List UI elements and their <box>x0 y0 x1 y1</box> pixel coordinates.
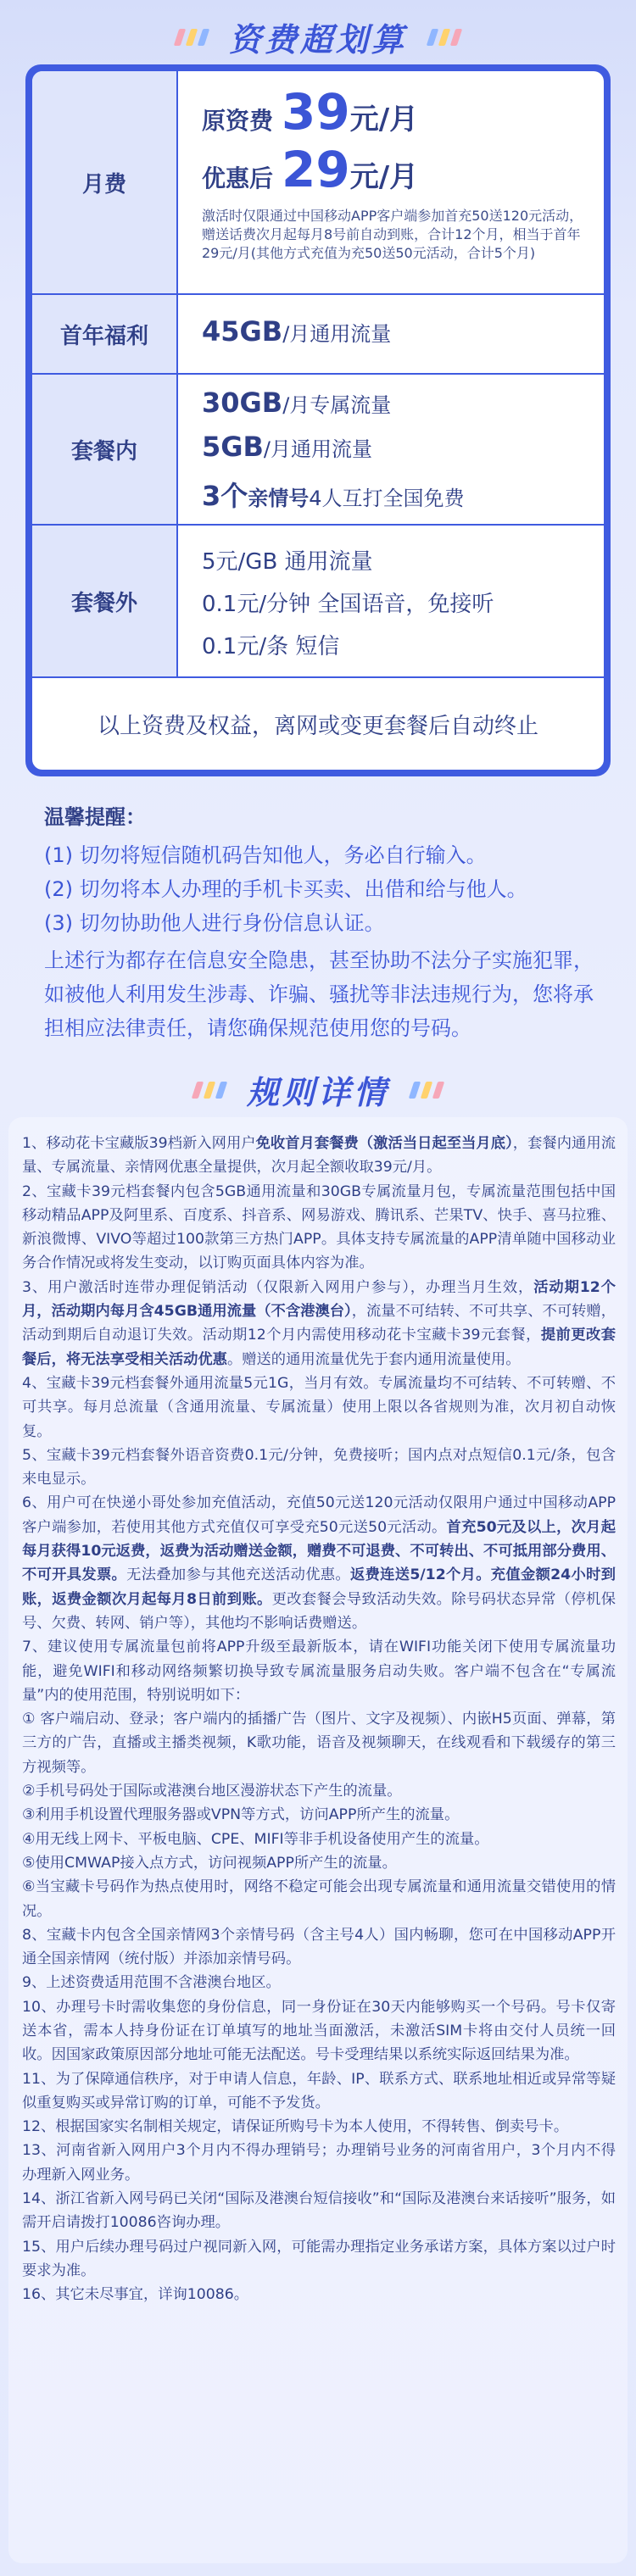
rule-5: 5、宝藏卡39元档套餐外语音资费0.1元/分钟，免费接听；国内点对点短信0.1元/条，包含来电显示。 <box>22 1446 616 1488</box>
rule-9: 9、上述资费适用范围不含港澳台地区。 <box>22 1974 281 1992</box>
row-label-monthly: 月费 <box>32 71 178 293</box>
fee-row-footer <box>32 678 604 770</box>
tips-heading: 温馨提醒： <box>44 805 146 829</box>
tips-item: (2) 切勿将本人办理的手机卡买卖、出借和给与他人。 <box>44 877 527 901</box>
rule-12: 12、根据国家实名制相关规定，请保证所购号卡为本人使用，不得转售、倒卖号卡。 <box>22 2118 569 2136</box>
rule-1: 1、移动花卡宝藏版39档新入网用户免收首月套餐费（激活当日起至当月底），套餐内通用流量、专属流量、亲情网优惠全量提供，次月起全额收取39元/月。 <box>22 1135 616 1177</box>
rule-11: 11、为了保障通信秩序，对于申请人信息，年龄、IP、联系方式、联系地址相近或异常等疑似重复购买或异常订购的订单，可能不予发货。 <box>22 2070 616 2111</box>
original-price: 原资费 39 元/月 <box>202 83 419 141</box>
included-dedicated-data: 30GB/月专属流量 <box>202 387 392 419</box>
title-decoration-left <box>194 1082 225 1099</box>
tips-item: (1) 切勿将短信随机码告知他人，务必自行输入。 <box>44 843 487 867</box>
rule-14: 14、浙江省新入网号码已关闭“国际及港澳台短信接收”和“国际及港澳台来话接听”服务，如需开启请拨打10086咨询办理。 <box>22 2190 616 2232</box>
extra-data-price: 5元/GB 通用流量 <box>202 549 373 575</box>
rule-7-item: ④用无线上网卡、平板电脑、CPE、MIFI等非手机设备使用产生的流量。 <box>22 1830 489 1848</box>
rule-16: 16、其它未尽事宜，详询10086。 <box>22 2286 249 2304</box>
rule-7-item: ① 客户端启动、登录；客户端内的插播广告（图片、文字及视频）、内嵌H5页面、弹幕，第三方的广告，直播或主播类视频，K歌功能，语音及视频聊天，在线观看和下载缓存的第三方视频等。 <box>22 1711 616 1776</box>
fee-title-text: 资费超划算 <box>228 21 407 58</box>
warm-tips <box>44 800 595 1045</box>
rule-8: 8、宝藏卡内包含全国亲情网3个亲情号码（含主号4人）国内畅聊，您可在中国移动APP开通全国亲情网（统付版）并添加亲情号码。 <box>22 1926 616 1968</box>
rules-list <box>22 1132 616 2307</box>
fee-row-first-year <box>32 295 604 373</box>
rule-7-item: ②手机号码处于国际或港澳台地区漫游状态下产生的流量。 <box>22 1783 402 1800</box>
fee-row-monthly <box>32 71 604 293</box>
rule-3: 3、用户激活时连带办理促销活动（仅限新入网用户参与），办理当月生效，活动期12个月，活动期内每月含45GB通用流量（不含港澳台），流量不可结转、不可共享、不可转赠，活动到期后自动退订失效。活动期12个月内需使用移动花卡宝藏卡39元套餐，提前更改套餐后，将无法享受相关活动优惠。赠送的通用流量优先于套内通用流量使用。 <box>22 1278 616 1368</box>
rule-15: 15、用户后续办理号码过户视同新入网，可能需办理指定业务承诺方案，具体方案以过户时要求为准。 <box>22 2238 616 2279</box>
extra-voice-price: 0.1元/分钟 全国语音，免接听 <box>202 592 494 617</box>
rule-7-item: ⑥当宝藏卡号码作为热点使用时，网络不稳定可能会出现专属流量和通用流量交错使用的情况。 <box>22 1878 616 1920</box>
row-label-first-year: 首年福利 <box>32 295 178 373</box>
rules-title-text: 规则详情 <box>246 1074 389 1111</box>
included-family-numbers: 3个亲情号4人互打全国免费 <box>202 480 465 512</box>
extra-sms-price: 0.1元/条 短信 <box>202 634 340 659</box>
row-label-extra: 套餐外 <box>32 526 178 676</box>
rule-7: 7、建议使用专属流量包前将APP升级至最新版本，请在WIFI功能关闭下使用专属流量功能，避免WIFI和移动网络频繁切换导致专属流量服务启动失败。客户端不包含在“专属流量”内的使用范围，特别说明如下： <box>22 1639 616 1704</box>
fee-row-included <box>32 375 604 524</box>
rule-10: 10、办理号卡时需收集您的身份信息，同一身份证在30天内能够购买一个号码。号卡仅寄送本省，需本人持身份证在订单填写的地址当面激活，未激活SIM卡将由交付人员统一回收。因国家政策原因部分地址可能无法配送。号卡受理结果以系统实际返回结果为准。 <box>22 1998 616 2064</box>
fee-row-extra <box>32 526 604 676</box>
fee-footer-note: 以上资费及权益，离网或变更套餐后自动终止 <box>97 713 538 739</box>
rule-7-item: ⑤使用CMWAP接入点方式，访问视频APP所产生的流量。 <box>22 1854 397 1872</box>
fee-table <box>25 64 611 776</box>
row-label-included: 套餐内 <box>32 375 178 524</box>
rule-13: 13、河南省新入网用户3个月内不得办理销号；办理销号业务的河南省用户，3个月内不得办理新入网业务。 <box>22 2142 616 2184</box>
discount-price: 优惠后 29 元/月 <box>202 141 419 198</box>
rule-4: 4、宝藏卡39元档套餐外通用流量5元1G，当月有效。专属流量均不可结转、不可转赠、不可共享。每月总流量（含通用流量、专属流量）使用上限以各省规则为准，次月初自动恢复。 <box>22 1374 616 1440</box>
rule-7-item: ③利用手机设置代理服务器或VPN等方式，访问APP所产生的流量。 <box>22 1806 460 1824</box>
title-decoration-left <box>176 29 207 46</box>
rules-section-title <box>0 1066 636 1113</box>
first-year-benefit: 45GB/月通用流量 <box>202 315 392 348</box>
rule-6: 6、用户可在快递小哥处参加充值活动，充值50元送120元活动仅限用户通过中国移动APP客户端参加，若使用其他方式充值仅可享受充50元送50元活动。首充50元及以上，次月起每月获得10元返费，返费为活动赠送金额，赠费不可退费、不可转出、不可抵用部分费用、不可开具发票。无法叠加参与其他充送活动优惠。返费连送5/12个月。充值金额24小时到账，返费金额次月起每月8日前到账。更改套餐会导致活动失效。除号码状态异常（停机保号、欠费、转网、销户等），其他均不影响话费赠送。 <box>22 1494 616 1632</box>
fee-section-title <box>0 14 636 60</box>
title-decoration-right <box>429 29 460 46</box>
monthly-fee-note: 激活时仅限通过中国移动APP客户端参加首充50送120元活动，赠送话费次月起每月8号前自动到账，合计12个月，相当于首年29元/月(其他方式充值为充50送50元活动，合计5个月) <box>202 208 583 261</box>
title-decoration-right <box>411 1082 442 1099</box>
tips-paragraph: 上述行为都存在信息安全隐患，甚至协助不法分子实施犯罪，如被他人利用发生涉毒、诈骗、骚扰等非法违规行为，您将承担相应法律责任，请您确保规范使用您的号码。 <box>44 949 594 1040</box>
tips-item: (3) 切勿协助他人进行身份信息认证。 <box>44 911 385 935</box>
rule-2: 2、宝藏卡39元档套餐内包含5GB通用流量和30GB专属流量月包，专属流量范围包括中国移动精品APP及阿里系、百度系、抖音系、网易游戏、腾讯系、芒果TV、快手、喜马拉雅、新浪微博、VIVO等超过100款第三方热门APP。具体支持专属流量的APP清单随中国移动业务合作情况或将发生变动，以订购页面具体内容为准。 <box>22 1182 616 1272</box>
included-general-data: 5GB/月通用流量 <box>202 431 373 463</box>
